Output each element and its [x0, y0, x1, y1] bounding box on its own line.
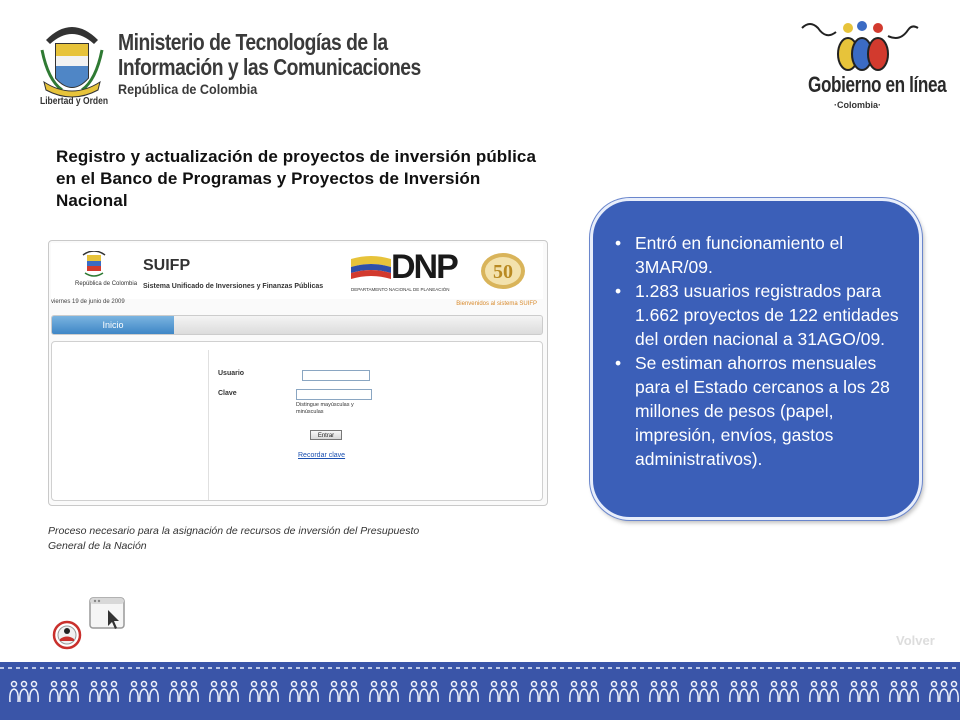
tab-inicio[interactable]: Inicio — [52, 316, 174, 334]
dnp-logo-text: DNP — [391, 248, 457, 286]
ministry-name — [118, 30, 478, 98]
footer-people-pattern — [0, 662, 960, 720]
clave-input[interactable] — [296, 389, 372, 400]
anniversary-number: 50 — [493, 261, 513, 283]
suifp-screenshot — [48, 240, 548, 506]
colombia-flag-icon — [351, 253, 391, 283]
info-item — [611, 231, 911, 279]
suifp-date: viernes 19 de junio de 2009 — [51, 299, 125, 305]
suifp-name: SUIFP — [143, 257, 191, 274]
suifp-description: Sistema Unificado de Inversiones y Finanzas Públicas — [143, 283, 324, 290]
usuario-label: Usuario — [218, 370, 245, 377]
info-item — [611, 351, 911, 471]
info-item-text: Entró en funcionamiento el 3MAR/09. — [635, 233, 844, 277]
usuario-input[interactable] — [302, 370, 370, 381]
gobierno-en-linea-subtitle: ·Colombia· — [834, 100, 881, 110]
suifp-header — [51, 243, 543, 299]
bullet-marker: • — [615, 353, 622, 373]
password-hint: Distingue mayúsculas y minúsculas — [296, 402, 354, 415]
ministry-motto: Libertad y Orden — [40, 96, 109, 107]
bullet-marker: • — [615, 281, 622, 301]
window-cursor-icon[interactable] — [88, 596, 126, 632]
info-bubble — [590, 198, 922, 520]
anniversary-50-icon — [479, 251, 527, 291]
suifp-login-panel — [51, 341, 543, 501]
ministry-name-line2: Información y las Comunicaciones — [118, 54, 421, 80]
bullet-marker: • — [615, 233, 622, 253]
clave-label: Clave — [218, 390, 237, 397]
screenshot-caption: Proceso necesario para la asignación de recursos de inversión del Presupuesto General de la Nación — [48, 525, 420, 552]
recordar-clave-link[interactable]: Recordar clave — [298, 452, 346, 459]
info-item-text: Se estiman ahorros mensuales para el Estado cercanos a los 28 millones de pesos (papel, impresión, envíos, gastos administrativos). — [635, 353, 890, 469]
gobierno-en-linea-title: Gobierno en línea — [808, 72, 947, 97]
return-icon[interactable] — [52, 620, 82, 650]
ministry-name-line1: Ministerio de Tecnologías de la — [118, 29, 388, 55]
suifp-welcome: Bienvenidos al sistema SUIFP — [456, 301, 537, 307]
suifp-navbar — [51, 315, 543, 335]
info-list — [611, 231, 911, 471]
info-item — [611, 279, 911, 351]
info-item-text: 1.283 usuarios registrados para 1.662 proyectos de 122 entidades del orden nacional a 31AGO/09. — [635, 281, 899, 349]
entrar-button[interactable]: Entrar — [310, 430, 342, 440]
panel-divider — [208, 350, 209, 500]
suifp-republic-label: República de Colombia — [75, 281, 138, 287]
gobierno-en-linea-figures-icon — [800, 18, 920, 78]
dnp-subtitle: DEPARTAMENTO NACIONAL DE PLANEACIÓN — [351, 287, 450, 292]
ministry-country: República de Colombia — [118, 81, 258, 97]
colombia-coat-of-arms-icon — [81, 251, 107, 279]
page-title: Registro y actualización de proyectos de inversión pública en el Banco de Programas y Proyectos de Inversión Nacional — [56, 147, 537, 210]
volver-link[interactable]: Volver — [896, 633, 935, 648]
